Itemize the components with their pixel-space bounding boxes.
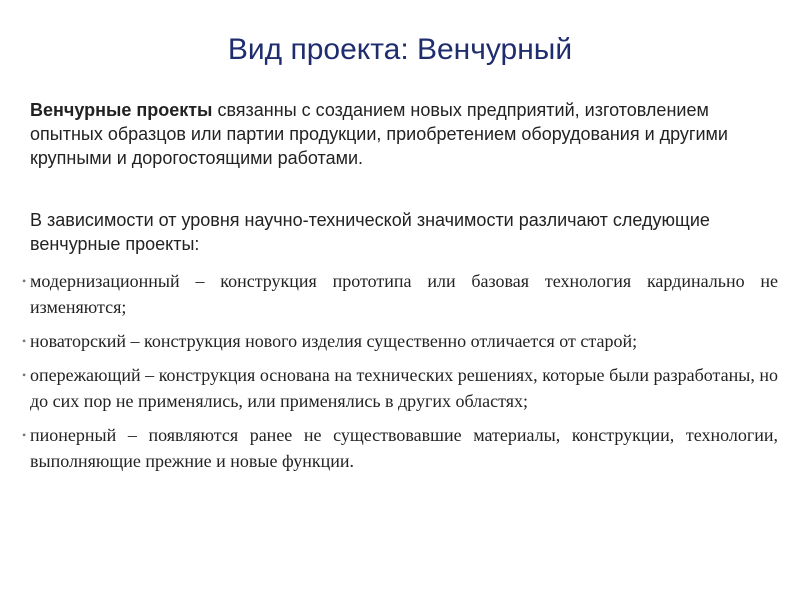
bullet-item-advanced xyxy=(0,362,800,414)
slide-title: Вид проекта: Венчурный xyxy=(227,33,573,66)
bullet-marker: • xyxy=(22,334,27,348)
lead-paragraph: В зависимости от уровня научно-технической значимости различают следующие венчурные проекты: xyxy=(30,210,710,254)
bullet-item-innovative xyxy=(0,328,800,354)
bullet-marker: • xyxy=(22,368,27,382)
intro-bold-term: Венчурные проекты xyxy=(30,100,213,120)
bullet-item-modernization xyxy=(0,268,800,320)
bullet-text: пионерный – появляются ранее не существовавшие материалы, конструкции, технологии, выполняющие прежние и новые функции. xyxy=(30,425,778,471)
bullet-marker: • xyxy=(22,274,27,288)
bullet-item-pioneer xyxy=(0,422,800,474)
bullet-list xyxy=(0,268,800,474)
intro-paragraph xyxy=(30,98,778,170)
bullet-marker: • xyxy=(22,428,27,442)
bullet-text: модернизационный – конструкция прототипа или базовая технология кардинально не изменяются; xyxy=(30,271,778,317)
bullet-text: новаторский – конструкция нового изделия существенно отличается от старой; xyxy=(30,331,638,351)
bullet-text: опережающий – конструкция основана на технических решениях, которые были разработаны, но до сих пор не применялись, или применялись в других областях; xyxy=(30,365,778,411)
intro-text: связанны с созданием новых предприятий, изготовлением опытных образцов или партии продукции, приобретением оборудования и другими крупными и дорогостоящими работами. xyxy=(30,100,728,168)
